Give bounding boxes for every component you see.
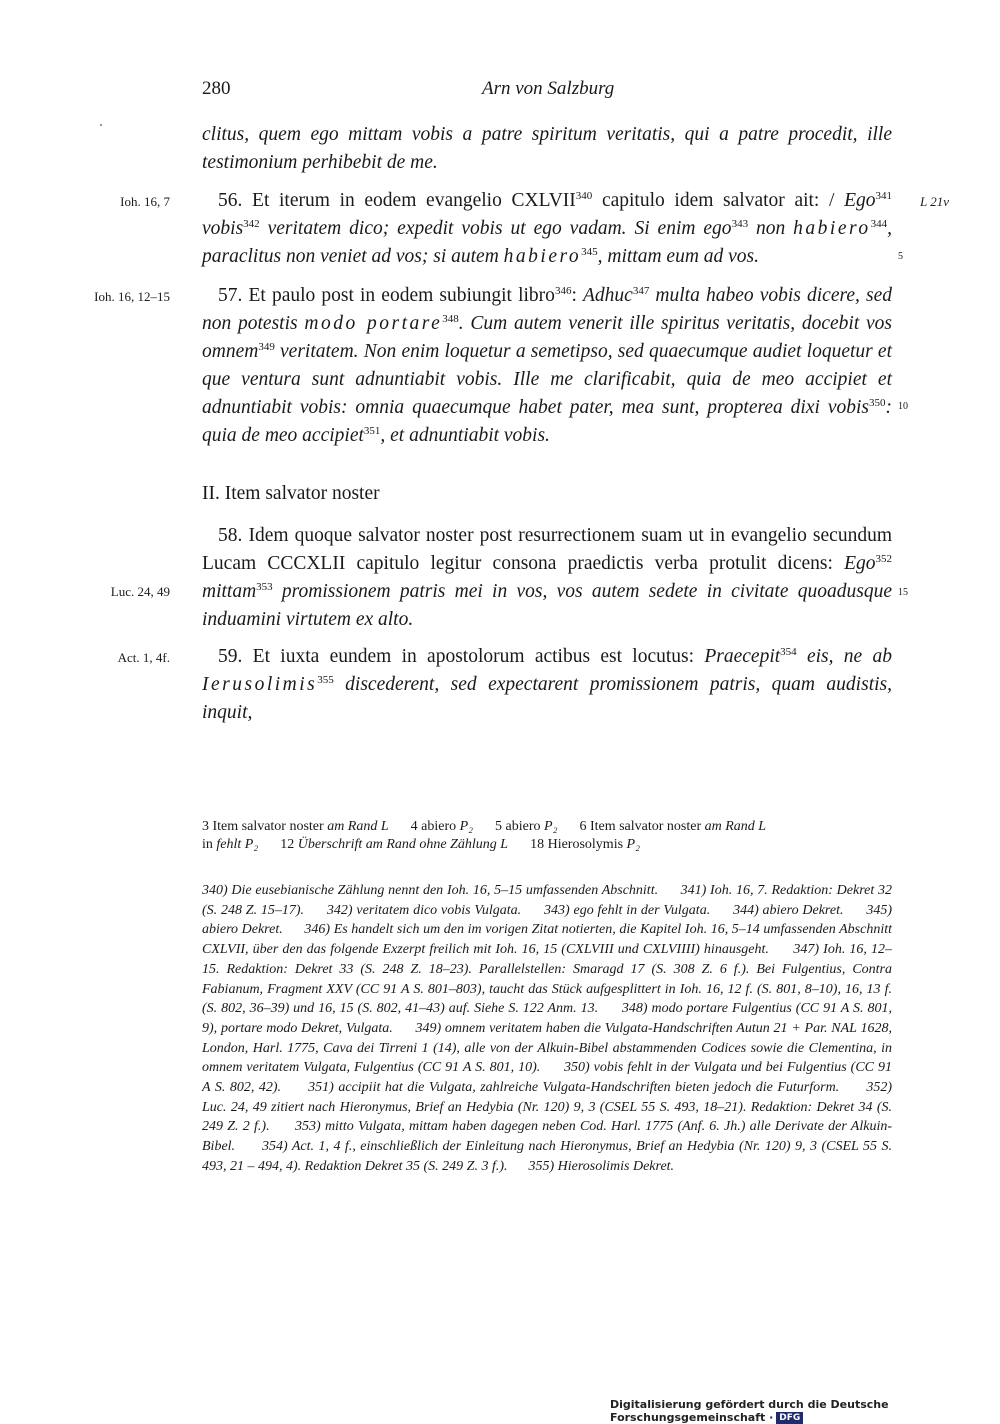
apparatus-entry: 4 abiero P₂ [410,819,474,834]
p56-quote: veritatem dico; expedit vobis ut ego vadam. Si enim ego [259,218,732,239]
p56-quote: , paraclitus non veniet ad vos; si autem [202,218,892,267]
p59-quote: eis, ne ab [796,646,892,667]
p58-text: 58. Idem quoque salvator noster post resurrectionem suam ut in evangelio secundum Lucam CCCXLII capitulo legitur consona praedictis verba protulit dicens: [202,525,892,574]
paragraph-58 [202,522,892,634]
footnote-ref-345: 345 [581,246,598,258]
apparatus-line [202,818,892,836]
p56-text: capitulo idem salvator ait: / [592,190,845,211]
footnote-ref-353: 353 [256,581,273,593]
footnote-ref-347: 347 [632,285,650,297]
p59-spaced-word: Ierusolimis [202,674,318,695]
margin-ref-56: Ioh. 16, 7 [120,194,170,209]
apparatus-line [202,836,892,854]
apparatus-entry: 5 abiero P₂ [495,819,558,834]
footnote-ref-349: 349 [258,341,275,353]
footnote-ref-354: 354 [780,646,797,658]
p59-quote: Praecepit [704,646,781,667]
p58-quote: promissionem patris mei in vos, vos autem sedete in civitate quoadusque induamini virtutem ex alto. [202,581,892,630]
running-title: Arn von Salzburg [482,78,615,99]
margin-ref-57: Ioh. 16, 12–15 [94,289,170,304]
apparatus-entry: 6 Item salvator noster am Rand L [579,819,767,834]
p57-quote: Adhuc [582,285,633,306]
p58-quote: mittam [202,581,257,602]
p56-quote: , mittam eum ad vos. [597,246,760,267]
footnote-ref-346: 346 [554,285,572,297]
apparatus-entry: 12 Überschrift am Rand ohne Zählung L [280,837,509,852]
apparatus-entry: in fehlt P₂ [202,837,259,852]
footnote-ref-351: 351 [363,425,381,437]
p57-spaced-words: modo portare [304,313,443,334]
paragraph-59 [202,643,892,727]
p56-spaced-word: habiero [793,218,871,239]
apparatus-entry: 3 Item salvator noster am Rand L [202,819,389,834]
paragraph-continuation [202,121,892,177]
p56-spaced-word: habiero [503,246,582,267]
footnote-ref-344: 344 [870,218,888,230]
p56-quote: Ego [844,190,876,211]
margin-ref-59: Act. 1, 4f. [117,650,170,665]
scan-speck [100,124,102,126]
p59-text: 59. Et iuxta eundem in apostolorum actibus est locutus: [218,646,705,667]
footnote-ref-343: 343 [731,218,749,230]
footnote-ref-350: 350 [869,397,886,409]
p59-quote: discederent, sed expectarent promissionem patris, quam audistis, inquit, [202,674,892,723]
p57-quote: multa habeo vobis dicere, sed non potestis [202,285,893,334]
footnote-ref-348: 348 [442,313,459,325]
p57-quote: : quia de meo accipiet [202,397,892,446]
line-number-10: 10 [898,401,908,412]
dfg-logo: DFG [776,1412,803,1424]
line-number-5: 5 [898,251,903,262]
p56-quote: vobis [202,218,244,239]
margin-ref-58: Luc. 24, 49 [110,584,170,599]
p57-quote: , et adnuntiabit vobis. [380,425,550,446]
critical-apparatus [202,818,892,854]
paragraph-57 [202,282,892,450]
footnote-ref-352: 352 [875,553,892,565]
p57-quote: veritatem. Non enim loquetur a semetipso, sed quaecumque audiet loquetur et que ventura sunt adnuntiabit vobis. Ille me clarificabit, quia de meo accipiet et adnuntiabit vobis: omnia quaecumque habet pater, mea sunt, propterea dixi vobis [202,341,892,418]
footnote-ref-342: 342 [243,218,260,230]
p57-quote: . Cum autem venerit ille spiritus veritatis, docebit vos omnem [202,313,893,362]
p56-quote: non [748,218,794,239]
digitization-credit [610,1398,1000,1424]
footnote-ref-340: 340 [575,190,593,202]
paragraph-56 [202,187,892,271]
p57-text: : [571,285,583,306]
p58-quote: Ego [844,553,876,574]
p57-text: 57. Et paulo post in eodem subiungit libro [218,285,555,306]
footnote-ref-355: 355 [317,674,334,686]
continuation-text: clitus, quem ego mittam vobis a patre spiritum veritatis, qui a patre procedit, ille testimonium perhibebit de me. [202,124,892,173]
credit-text: Digitalisierung gefördert durch die Deutsche Forschungsgemeinschaft · [610,1398,889,1424]
folio-marker: L 21v [920,194,950,209]
footnote-ref-341: 341 [875,190,892,202]
section-heading: II. Item salvator noster [202,483,380,504]
apparatus-entry: 18 Hierosolymis P₂ [530,837,640,852]
page-number: 280 [202,78,231,99]
footnotes-text: 340) Die eusebianische Zählung nennt den Ioh. 16, 5–15 umfassenden Abschnitt. 341) Ioh. 16, 7. Redaktion: Dekret 32 (S. 248 Z. 15–17). 342) veritatem dico vobis Vulgata. 343) ego fehlt in der Vulgata. 344) abiero Dekret. 345) abiero Dekret. 346) Es handelt sich um den im vorigen Zitat notierten, die Kapitel Ioh. 16, 5–14 umfassenden Abschnitt CXLVII, über den das folgende Exzerpt freilich mit Ioh. 16, 15 (CXLVIII und CXLVIIII) hinausgeht. 347) Ioh. 16, 12–15. Redaktion: Dekret 33 (S. 248 Z. 18–23). Parallelstellen: Smaragd 17 (S. 308 Z. 6 f.). Bei Fulgentius, Contra Fabianum, Fragment XXV (CC 91 A S. 801–803), taucht das Stück aufgesplittert in Ioh. 16, 12 f. (S. 801, 8–10), 16, 13 f. (S. 802, 36–39) und 16, 15 (S. 802, 41–43) auf. Siehe S. 122 Anm. 13. 348) modo portare Fulgentius (CC 91 A S. 801, 9), portare modo Dekret, Vulgata. 349) omnem veritatem haben die Vulgata-Handschriften Autun 21 + Par. NAL 1628, London, Harl. 1775, Cava dei Tirreni 1 (14), alle von der Alkuin-Bibel abstammenden Codices sowie die Clementina, in omnem veritatem Vulgata, Fulgentius (CC 91 A S. 801, 10). 350) vobis fehlt in der Vulgata und bei Fulgentius (CC 91 A S. 802, 42). 351) accipiit hat die Vulgata, zahlreiche Vulgata-Handschriften bieten jedoch die Futurform. 352) Luc. 24, 49 zitiert nach Hieronymus, Brief an Hedybia (Nr. 120) 9, 3 (CSEL 55 S. 493, 18–21). Redaktion: Dekret 34 (S. 249 Z. 2 f.). 353) mitto Vulgata, mittam haben dagegen neben Cod. Harl. 1775 (Anf. 6. Jh.) alle Derivate der Alkuin-Bibel. 354) Act. 1, 4 f., einschließlich der Einleitung nach Hieronymus, Brief an Hedybia (Nr. 120) 9, 3 (CSEL 55 S. 493, 21 – 494, 4). Redaktion Dekret 35 (S. 249 Z. 3 f.). 355) Hierosolimis Dekret. [202,883,896,1174]
line-number-15: 15 [898,587,908,598]
p56-text: 56. Et iterum in eodem evangelio CXLVII [218,190,576,211]
footnotes [202,881,896,1177]
